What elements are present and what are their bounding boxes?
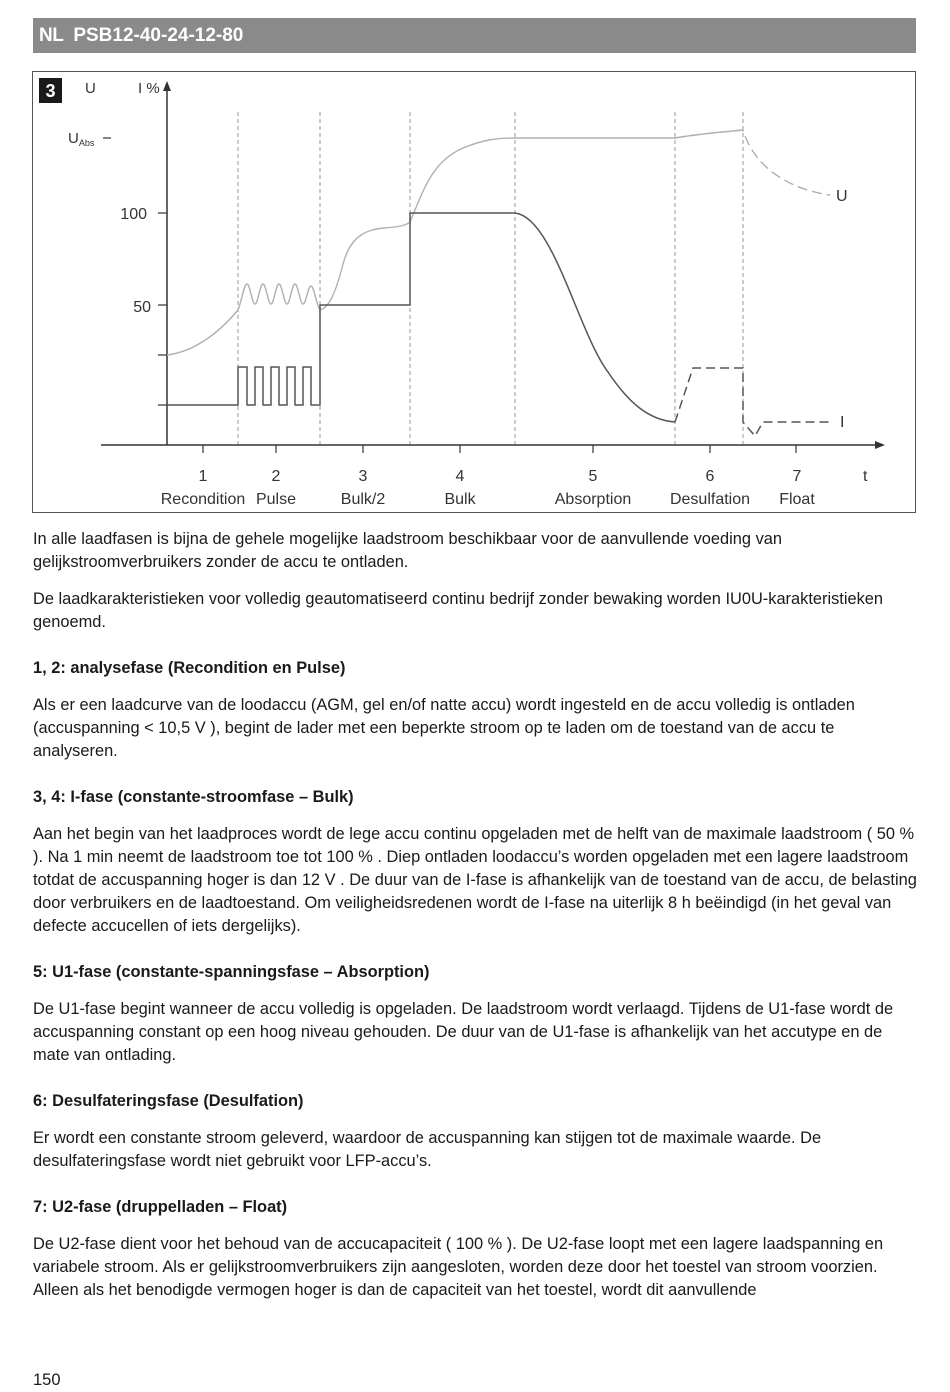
phase-name: Pulse [255, 491, 297, 508]
paragraph: De U2-fase dient voor het behoud van de accucapaciteit ( 100 % ). De U2-fase loopt met een lagere laadspanning en variabele stroom. Als er gelijkstroomverbruikers zijn aangesloten, worden deze door het toestel van stroom voorzien. Alleen als het benodigde vermogen hoger is dan de capaciteit van het toestel, wordt dit aanvullende [33, 1235, 884, 1299]
phase-number: 1 [198, 468, 208, 485]
paragraph: Aan het begin van het laadproces wordt de lege accu continu opgeladen met de helft van de maximale laadstroom ( 50 % ). Na 1 min neemt de laadstroom toe tot 100 % . Diep ontladen loodaccu’s worden opgeladen met een lagere laadstroom totdat de accuspanning hoger is dan 12 V . De duur van de I-fase is afhankelijk van de toestand van de accu, de belasting door verbruikers en de laadtoestand. Om veiligheidsredenen wordt de I-fase na uiterlijk 8 h beëindigd (in het geval van defecte accucellen of iets dergelijks). [33, 825, 917, 935]
x-axis-arrow [875, 441, 885, 449]
uabs-label [68, 130, 95, 148]
section-heading: 6: Desulfateringsfase (Desulfation) [33, 1092, 304, 1110]
phase-number: 5 [588, 468, 598, 485]
page-header-bar [33, 18, 916, 53]
phase-name: Desulfation [669, 491, 751, 508]
phase-number: 2 [271, 468, 281, 485]
y-ticks [103, 138, 167, 405]
body-text [33, 528, 918, 1316]
tick-label-50: 50 [133, 299, 151, 316]
voltage-curve-float [675, 130, 830, 195]
tick-label-100: 100 [120, 206, 147, 223]
phase-name: Bulk [444, 491, 476, 508]
section-heading: 3, 4: I-fase (constante-stroomfase – Bulk) [33, 788, 354, 806]
paragraph: De laadkarakteristieken voor volledig geautomatiseerd continu bedrijf zonder bewaking worden IU0U-karakteristieken genoemd. [33, 590, 884, 631]
phase-name: Float [779, 491, 815, 508]
axis-label-i: I % [138, 80, 160, 97]
charging-curve-diagram [33, 72, 917, 514]
phase-name: Recondition [160, 491, 246, 508]
y-axis-arrow [163, 81, 171, 91]
model-title: PSB12-40-24-12-80 [73, 24, 244, 46]
language-label: NL [39, 24, 64, 46]
section-heading: 1, 2: analysefase (Recondition en Pulse) [33, 659, 346, 677]
page-number: 150 [33, 1371, 61, 1389]
curve-label-u: U [836, 188, 848, 205]
figure-number: 3 [45, 81, 56, 101]
voltage-curve [167, 130, 743, 355]
current-curve-desulfation [675, 368, 830, 436]
section-heading: 5: U1-fase (constante-spanningsfase – Absorption) [33, 963, 430, 981]
phase-boundaries [238, 112, 743, 447]
paragraph: In alle laadfasen is bijna de gehele mogelijke laadstroom beschikbaar voor de aanvullende voeding van gelijkstroomverbruikers zonder de accu te ontladen. [33, 530, 782, 571]
uabs-sub: Abs [78, 138, 95, 148]
uabs-main: U [68, 130, 79, 147]
phase-number: 6 [705, 468, 715, 485]
phase-labels [161, 468, 816, 508]
phase-name: Bulk/2 [340, 491, 386, 508]
x-ticks [203, 445, 796, 453]
phase-number: 3 [358, 468, 368, 485]
paragraph: Als er een laadcurve van de loodaccu (AGM, gel en/of natte accu) wordt ingesteld en de accu volledig is ontladen (accuspanning < 10,5 V ), begint de lader met een beperkte stroom op te laden om de toestand van de accu te analyseren. [33, 696, 855, 760]
paragraph: De U1-fase begint wanneer de accu volledig is opgeladen. De laadstroom wordt verlaagd. Tijdens de U1-fase wordt de accuspanning constant op een hoog niveau gehouden. De duur van de U1-fase is afhankelijk van het accutype en de mate van ontlading. [33, 1000, 894, 1064]
axis-label-t: t [863, 468, 868, 485]
axis-label-u: U [85, 80, 96, 97]
phase-number: 4 [455, 468, 465, 485]
current-curve [167, 213, 675, 422]
phase-name: Absorption [554, 491, 632, 508]
paragraph: Er wordt een constante stroom geleverd, waardoor de accuspanning kan stijgen tot de maximale waarde. De desulfateringsfase wordt niet gebruikt voor LFP-accu’s. [33, 1129, 822, 1170]
phase-number: 7 [792, 468, 802, 485]
charging-curve-figure [32, 71, 916, 513]
section-heading: 7: U2-fase (druppelladen – Float) [33, 1198, 288, 1216]
curve-label-i: I [840, 414, 845, 431]
